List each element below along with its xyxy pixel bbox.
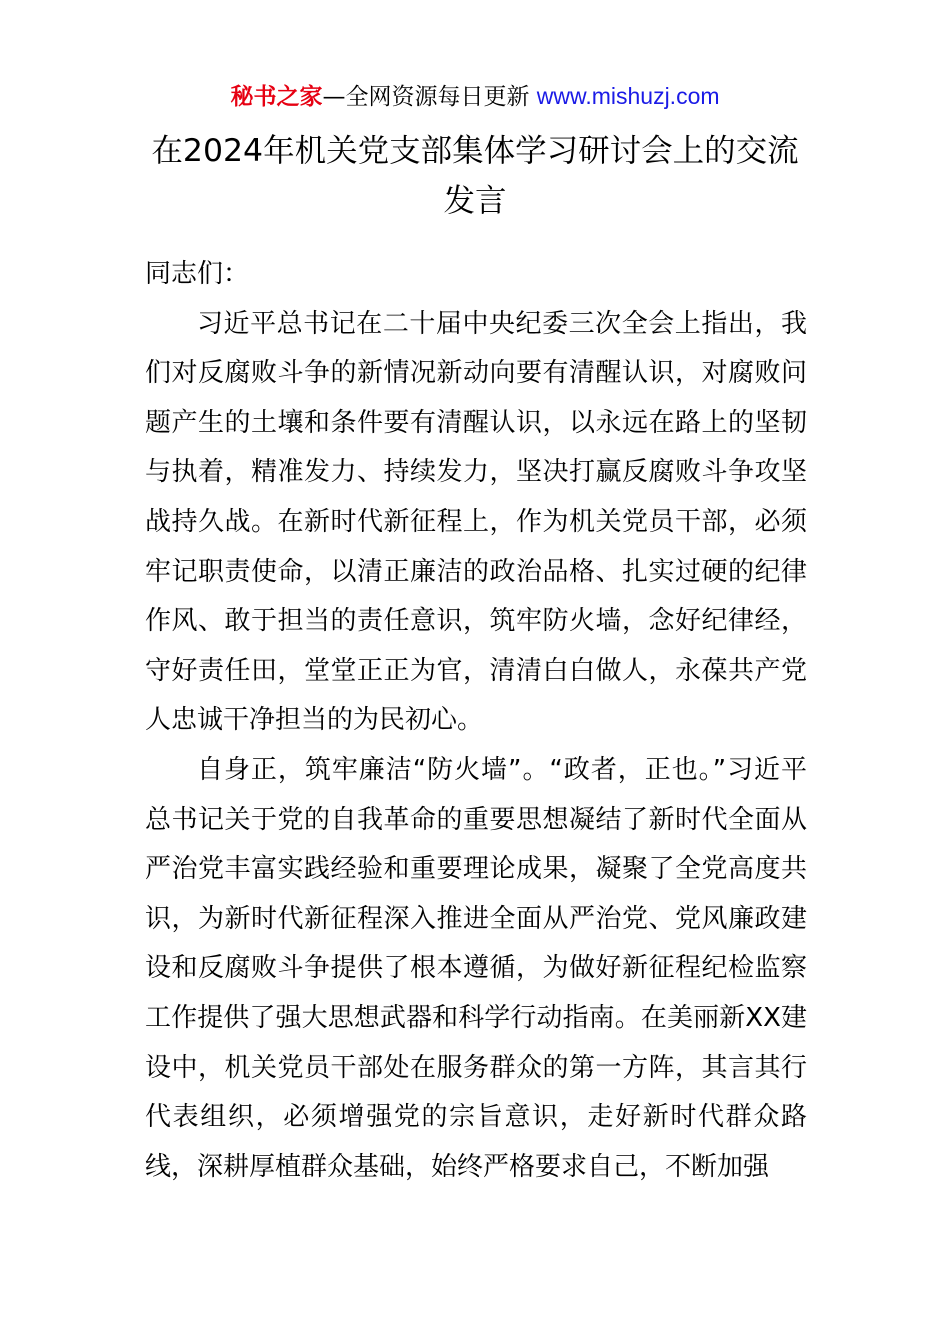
paragraph-2: 自身正，筑牢廉洁“防火墙”。“政者，正也。”习近平总书记关于党的自我革命的重要思想凝结了新时代全面从严治党丰富实践经验和重要理论成果，凝聚了全党高度共识，为新时代新征程深入推进全面从严治党、党风廉政建设和反腐败斗争提供了根本遵循，为做好新征程纪检监察工作提供了强大思想武器和科学行动指南。在美丽新XX建设中，机关党员干部处在服务群众的第一方阵，其言其行代表组织，必须增强党的宗旨意识，走好新时代群众路线，深耕厚植群众基础，始终严格要求自己，不断加强: [145, 754, 807, 1182]
site-brand: 秘书之家: [230, 84, 323, 110]
site-url-link[interactable]: www.mishuzj.com: [536, 83, 720, 109]
salutation: 同志们：: [145, 259, 250, 289]
site-tagline: —全网资源每日更新: [322, 84, 530, 110]
document-body: [145, 250, 807, 1192]
document-title: 在2024年机关党支部集体学习研讨会上的交流发言: [151, 133, 799, 219]
site-header: [0, 80, 950, 113]
paragraph-1: 习近平总书记在二十届中央纪委三次全会上指出，我们对反腐败斗争的新情况新动向要有清醒认识，对腐败问题产生的土壤和条件要有清醒认识，以永远在路上的坚韧与执着，精准发力、持续发力，坚决打赢反腐败斗争攻坚战持久战。在新时代新征程上，作为机关党员干部，必须牢记职责使命，以清正廉洁的政治品格、扎实过硬的纪律作风、敢于担当的责任意识，筑牢防火墙，念好纪律经，守好责任田，堂堂正正为官，清清白白做人，永葆共产党人忠诚干净担当的为民初心。: [145, 308, 807, 736]
